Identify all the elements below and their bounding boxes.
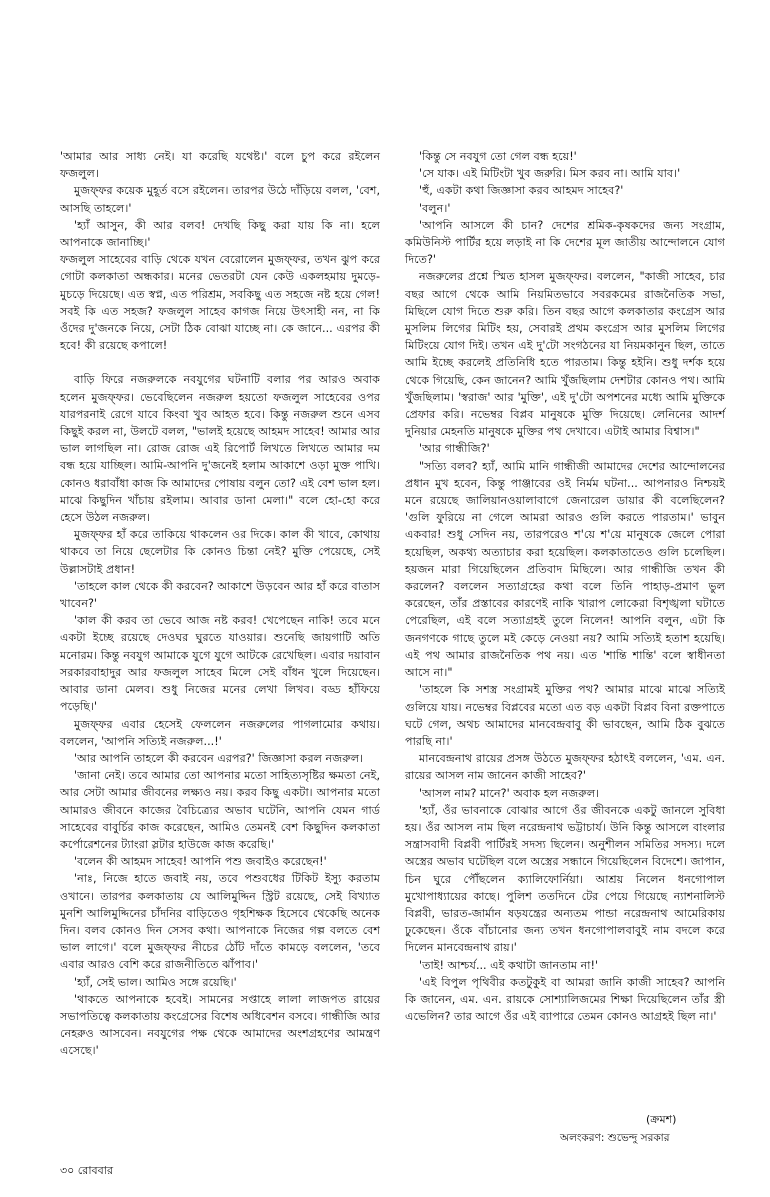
paragraph: 'তাই! আশ্চর্য... এই কথাটা জানতাম না!' (419, 958, 599, 972)
paragraph: 'হ্যাঁ, সেই ভাল। আমিও সঙ্গে রয়েছি।' (74, 975, 237, 989)
right-text-column (405, 148, 725, 1025)
paragraph: "সত্যি বলব? হ্যাঁ, আমি মানি গান্ধীজী আমাদের দেশের আন্দোলনের প্রধান মুখ হবেন, কিন্তু পাঞ্জাবের ওই নির্মম ঘটনা... আপনারও নিশ্চয়ই মনে রয়েছে জালিয়ানওয়ালাবাগে জেনারেল ডায়ার কী বলেছিলেন? 'গুলি ফুরিয়ে না গেলে আমরা আরও গুলি করতে পারতাম।' ভাবুন একবার! শুধু সেদিন নয়, তারপরেও শ'য়ে শ'য়ে মানুষকে জেলে পোরা হয়েছিল, অকথ্য অত্যাচার করা হয়েছিল। কলকাতাতেও গুলি চলেছিল। হয়জন মারা গিয়েছিলেন প্রতিবাদ মিছিলে। আর গান্ধীজি তখন কী করলেন? বললেন সত্যাগ্রহের কথা বলে তিনি পাহাড়-প্রমাণ ভুল করেছেন, তাঁর প্রস্তাবের কারণেই নাকি খারাপ লোকেরা বিশৃঙ্খলা ঘটাতে পেরেছিল, এই বলে সত্যাগ্রহই তুলে নিলেন! আপনি বলুন, এটা কি জনগণকে গাছে তুলে মই কেড়ে নেওয়া নয়? আমি সত্যিই হতাশ হয়েছি। এই পথ আমার রাজনৈতিক পথ নয়। এত 'শান্তি শান্তি' বলে স্বাধীনতা আসে না।" (405, 459, 725, 680)
paragraph: মুজফ্ফর হাঁ করে তাকিয়ে থাকলেন ওর দিকে। কাল কী খাবে, কোথায় থাকবে তা নিয়ে ছেলেটার কি কোনও চিন্তা নেই? মুক্তি পেয়েছে, সেই উল্লাসটাই প্রধান! (60, 528, 380, 576)
paragraph: 'এই বিপুল পৃথিবীর কতটুকুই বা আমরা জানি কাজী সাহেব? আপনি কি জানেন, এম. এন. রায়কে সোশ্যালিজমের শিক্ষা দিয়েছিলেন তাঁর স্ত্রী এভেলিন? তার আগে ওঁর এই ব্যাপারে তেমন কোনও আগ্রহই ছিল না।' (405, 975, 725, 1024)
paragraph: ফজলুল সাহেবের বাড়ি থেকে যখন বেরোলেন মুজফ্ফর, তখন ঝুপ করে গোটা কলকাতা অন্ধকার। মনের ভেতরটা যেন কেউ একলহমায় দুমড়ে-মুচড়ে দিয়েছে। এত স্বপ্ন, এত পরিশ্রম, সবকিছু এত সহজে নষ্ট হয়ে গেল! সবই কি এত সহজ? ফজলুল সাহেব কাগজ নিয়ে উৎসাহী নন, না কি ওঁদের দু'জনকে নিয়ে, সেটা ঠিক বোঝা যাচ্ছে না। কে জানে... এরপর কী হবে! কী রয়েছে কপালে! (60, 253, 380, 353)
paragraph: 'আমার আর সাধ্য নেই। যা করেছি যথেষ্ট।' বলে চুপ করে রইলেন ফজলুল। (60, 150, 380, 181)
page-footer: ৩০ রোববার (60, 1164, 113, 1177)
paragraph: 'হ্যাঁ, ওঁর ভাবনাকে বোঝার আগে ওঁর জীবনকে একটু জানলে সুবিধা হয়। ওঁর আসল নাম ছিল নরেন্দ্রনাথ ভট্টাচার্য। উনি কিন্তু আসলে বাংলার সন্ত্রাসবাদী বিপ্লবী পার্টিরই সদস্য ছিলেন। অনুশীলন সমিতির সদস্য। দলে অস্ত্রের অভাব ঘটেছিল বলে অস্ত্রের সন্ধানে গিয়েছিলেন বিদেশে। জাপান, চিন ঘুরে পৌঁছলেন ক্যালিফোর্নিয়া। আশ্রয় নিলেন ধনগোপাল মুখোপাধ্যায়ের কাছে। পুলিশ ততদিনে টের পেয়ে গিয়েছে ন্যাশনালিস্ট বিপ্লবী, ভারত-জার্মান ষড়যন্ত্রের অন্যতম পান্ডা নরেন্দ্রনাথ আমেরিকায় ঢুকেছেন। ওঁকে বাঁচানোর জন্য তখন ধনগোপালবাবুই নাম বদলে করে দিলেন মানবেন্দ্রনাথ রায়।' (405, 803, 725, 955)
paragraph: 'সে যাক। এই মিটিংটা খুব জরুরি। মিস করব না। আমি যাব।' (419, 167, 681, 181)
paragraph: মুজফ্ফর কয়েক মুহূর্ত বসে রইলেন। তারপর উঠে দাঁড়িয়ে বলল, 'বেশ, আসছি তাহলে।' (60, 184, 380, 215)
continued-note: (ক্রমশ) (646, 1113, 677, 1126)
paragraph: 'নাঃ, নিজে হাতে জবাই নয়, তবে পশুবধের টিকিট ইস্যু করতাম ওখানে। তারপর কলকাতায় যে আলিমুদ্দিন স্ট্রিট রয়েছে, সেই বিখ্যাত মুনশি আলিমুদ্দিনের চাঁদনির বাড়িতেও গৃহশিক্ষক হিসেবে থেকেছি অনেক দিন। বলব কোনও দিন সেসব কথা। আপনাকে নিজের গল্প বলতে বেশ ভাল লাগে।' বলে মুজফ্ফর নীচের ঠোঁট দাঁতে কামড়ে বললেন, 'তবে এবার আরও বেশি করে রাজনীতিতে ঝাঁপাব।' (60, 872, 380, 972)
paragraph: মুজফ্ফর এবার হেসেই ফেললেন নজরুলের পাগলামোর কথায়। বললেন, 'আপনি সত্যিই নজরুল...!' (60, 717, 380, 748)
illustration-credit: অলংকরণ: শুভেন্দু সরকার (560, 1132, 670, 1144)
paragraph: 'বলেন কী আহমদ সাহেব! আপনি পশু জবাইও করেছেন!' (74, 855, 327, 869)
paragraph: 'কিন্তু সে নবযুগ তো গেল বন্ধ হয়ে!' (419, 150, 577, 163)
paragraph: 'থাকতে আপনাকে হবেই। সামনের সপ্তাহে লালা লাজপত রায়ের সভাপতিত্বে কলকাতায় কংগ্রেসের বিশেষ অধিবেশন বসবে। গান্ধীজি আর নেহরুও আসবেন। নবযুগের পক্ষ থেকে আমাদের অংশগ্রহণের আমন্ত্রণ এসেছে।' (60, 992, 380, 1058)
paragraph: 'আর গান্ধীজি?' (419, 442, 490, 456)
paragraph: 'তাহলে কি সশস্ত্র সংগ্রামই মুক্তির পথ? আমার মাঝে মাঝে সত্যিই গুলিয়ে যায়। নভেম্বর বিপ্লবের মতো এত বড় একটা বিপ্লব বিনা রক্তপাতে ঘটে গেল, অথচ আমাদের মানবেন্দ্রবাবু কী ভাবছেন, আমি ঠিক বুঝতে পারছি না।' (405, 683, 725, 748)
paragraph: মানবেন্দ্রনাথ রায়ের প্রসঙ্গ উঠতে মুজফ্ফর হঠাৎই বললেন, 'এম. এন. রায়ের আসল নাম জানেন কাজী সাহেব?' (405, 752, 725, 783)
paragraph: 'তাহলে কাল থেকে কী করবেন? আকাশে উড়বেন আর হাঁ করে বাতাস খাবেন?' (60, 579, 380, 611)
paragraph: 'হ্যাঁ আসুন, কী আর বলব! দেখছি কিছু করা যায় কি না। হলে আপনাকে জানাচ্ছি।' (60, 218, 380, 250)
left-text-column (60, 148, 380, 1060)
paragraph: 'আসল নাম? মানে?' অবাক হল নজরুল। (419, 786, 600, 800)
paragraph: 'কাল কী করব তা ভেবে আজ নষ্ট করব! খেপেছেন নাকি! তবে মনে একটা ইচ্ছে রয়েছে দেওঘর ঘুরতে যাওয়ার। শুনেছি জায়গাটি অতি মনোরম। কিন্তু নবযুগ আমাকে যুগে যুগে আটকে রেখেছিল। এবার দয়াবান সরকারবাহাদুর আর ফজলুল সাহেব মিলে সেই বাঁধন খুলে দিয়েছেন। আবার ডানা মেলব। শুধু নিজের মনের লেখা লিখব। বড্ড হাঁফিয়ে পড়েছি।' (60, 614, 380, 714)
paragraph: 'হুঁ, একটা কথা জিজ্ঞাসা করব আহমদ সাহেব?' (419, 184, 624, 198)
paragraph: 'আপনি আসলে কী চান? দেশের শ্রমিক-কৃষকদের জন্য সংগ্রাম, কমিউনিস্ট পার্টির হয়ে লড়াই না কি দেশের মূল জাতীয় আন্দোলনে যোগ দিতে?' (405, 218, 725, 267)
paragraph: 'বলুন।' (419, 201, 451, 215)
paragraph: 'আর আপনি তাহলে কী করবেন এরপর?' জিজ্ঞাসা করল নজরুল। (74, 751, 364, 765)
paragraph: 'জানা নেই। তবে আমার তো আপনার মতো সাহিত্যসৃষ্টির ক্ষমতা নেই, আর সেটা আমার জীবনের লক্ষ্যও নয়। করব কিছু একটা। আপনার মতো আমারও জীবনে কাজের বৈচিত্র্যের অভাব ঘটেনি, আপনি যেমন গার্ড সাহেবের বাবুর্চির কাজ করেছেন, আমিও তেমনই বেশ কিছুদিন কলকাতা কর্পোরেশনের ট্যাংরা স্লটার হাউজে কাজ করেছি।' (60, 769, 380, 851)
paragraph: নজরুলের প্রশ্নে স্মিত হাসল মুজফ্ফর। বললেন, "কাজী সাহেব, চার বছর আগে থেকে আমি নিয়মিতভাবে সবরকমের রাজনৈতিক সভা, মিছিলে যোগ দিতে শুরু করি। তিন বছর আগে কলকাতার কংগ্রেস আর মুসলিম লিগের মিটিং হয়, সেবারই প্রথম কংগ্রেস আর মুসলিম লিগের মিটিংয়ে যোগ দিই। তখন এই দু'টো সংগঠনের যা নিয়মকানুন ছিল, তাতে আমি ইচ্ছে করলেই প্রতিনিধি হতে পারতাম। কিন্তু হইনি। শুধু দর্শক হয়ে থেকে গিয়েছি, কেন জানেন? আমি খুঁজছিলাম দেশটার কোনও পথ। আমি খুঁজছিলাম। 'স্বরাজ' আর 'মুক্তি', এই দু'টো অপশনের মধ্যে আমি মুক্তিকে প্রেফার করি। নভেম্বর বিপ্লব মানুষকে মুক্তি দিয়েছে। লেনিনের আদর্শ দুনিয়ার মেহনতি মানুষকে মুক্তির পথ দেখাবে। এটাই আমার বিশ্বাস।" (405, 270, 725, 439)
paragraph: বাড়ি ফিরে নজরুলকে নবযুগের ঘটনাটি বলার পর আরও অবাক হলেন মুজফ্ফর। ভেবেছিলেন নজরুল হয়তো ফজলুল সাহেবের ওপর যারপরনাই রেগে যাবে কিংবা খুব আহত হবে। কিন্তু নজরুল শুনে এসব কিছুই করল না, উলটে বলল, "ভালই হয়েছে আহমদ সাহেব! আমার আর ভাল লাগছিল না। রোজ রোজ এই রিপোর্ট লিখতে লিখতে আমার দম বন্ধ হয়ে যাচ্ছিল। আমি-আপনি দু'জনেই হলাম আকাশে ওড়া মুক্ত পাখি। কোনও ধরাবাঁধা কাজ কি আমাদের পোষায় বলুন তো? এই বেশ ভাল হল। মাঝে কিছুদিন খাঁচায় রইলাম। আবার ডানা মেলা।" বলে হো-হো করে হেসে উঠল নজরুল। (60, 373, 381, 525)
